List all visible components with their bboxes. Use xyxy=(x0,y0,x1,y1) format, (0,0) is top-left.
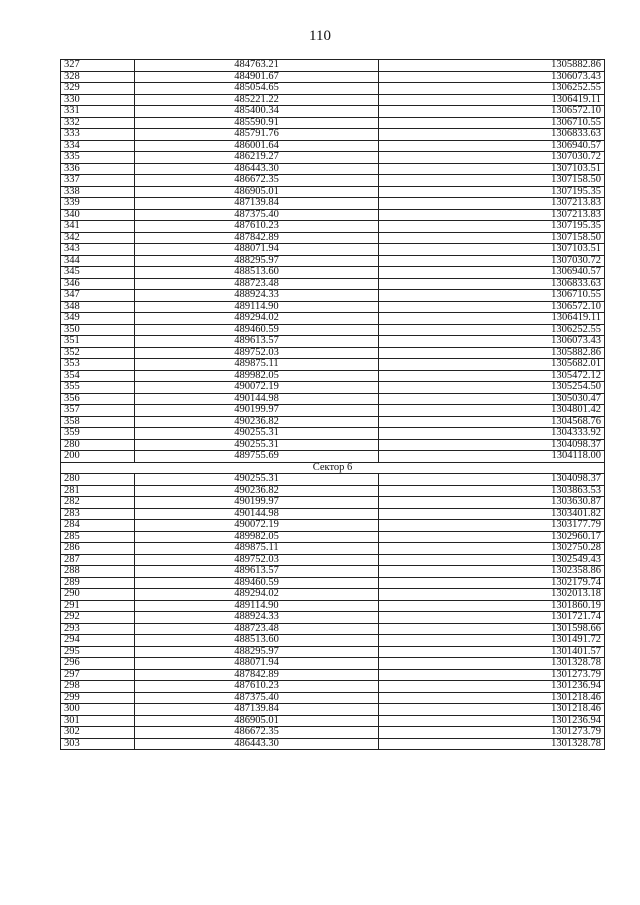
table-row xyxy=(61,278,605,290)
point-number-cell: 301 xyxy=(61,715,135,727)
x-coordinate-cell: 487610.23 xyxy=(135,681,379,693)
x-coordinate-cell: 485221.22 xyxy=(135,94,379,106)
y-coordinate-cell: 1306710.55 xyxy=(379,117,605,129)
sector-label: Сектор 6 xyxy=(61,462,605,474)
y-coordinate-cell: 1305254.50 xyxy=(379,382,605,394)
point-number-cell: 332 xyxy=(61,117,135,129)
table-row xyxy=(61,646,605,658)
table-row xyxy=(61,324,605,336)
point-number-cell: 357 xyxy=(61,405,135,417)
x-coordinate-cell: 490236.82 xyxy=(135,485,379,497)
y-coordinate-cell: 1307195.35 xyxy=(379,186,605,198)
table-row xyxy=(61,370,605,382)
y-coordinate-cell: 1305472.12 xyxy=(379,370,605,382)
table-row xyxy=(61,140,605,152)
point-number-cell: 282 xyxy=(61,497,135,509)
y-coordinate-cell: 1306252.55 xyxy=(379,324,605,336)
point-number-cell: 340 xyxy=(61,209,135,221)
table-row xyxy=(61,428,605,440)
point-number-cell: 289 xyxy=(61,577,135,589)
x-coordinate-cell: 485400.34 xyxy=(135,106,379,118)
point-number-cell: 280 xyxy=(61,474,135,486)
table-row xyxy=(61,221,605,233)
y-coordinate-cell: 1303401.82 xyxy=(379,508,605,520)
table-row xyxy=(61,267,605,279)
point-number-cell: 338 xyxy=(61,186,135,198)
sector-header-row xyxy=(61,462,605,474)
point-number-cell: 344 xyxy=(61,255,135,267)
y-coordinate-cell: 1304118.00 xyxy=(379,451,605,463)
point-number-cell: 200 xyxy=(61,451,135,463)
point-number-cell: 329 xyxy=(61,83,135,95)
y-coordinate-cell: 1301328.78 xyxy=(379,738,605,750)
point-number-cell: 287 xyxy=(61,554,135,566)
x-coordinate-cell: 490255.31 xyxy=(135,428,379,440)
point-number-cell: 298 xyxy=(61,681,135,693)
y-coordinate-cell: 1305682.01 xyxy=(379,359,605,371)
x-coordinate-cell: 488924.33 xyxy=(135,612,379,624)
table-row xyxy=(61,405,605,417)
point-number-cell: 333 xyxy=(61,129,135,141)
y-coordinate-cell: 1306833.63 xyxy=(379,129,605,141)
y-coordinate-cell: 1307195.35 xyxy=(379,221,605,233)
table-row xyxy=(61,681,605,693)
x-coordinate-cell: 489114.90 xyxy=(135,301,379,313)
y-coordinate-cell: 1301236.94 xyxy=(379,681,605,693)
table-row xyxy=(61,198,605,210)
table-row xyxy=(61,129,605,141)
x-coordinate-cell: 488071.94 xyxy=(135,658,379,670)
x-coordinate-cell: 486219.27 xyxy=(135,152,379,164)
x-coordinate-cell: 488071.94 xyxy=(135,244,379,256)
x-coordinate-cell: 489613.57 xyxy=(135,336,379,348)
table-row xyxy=(61,94,605,106)
point-number-cell: 293 xyxy=(61,623,135,635)
point-number-cell: 303 xyxy=(61,738,135,750)
table-row xyxy=(61,497,605,509)
y-coordinate-cell: 1302960.17 xyxy=(379,531,605,543)
point-number-cell: 296 xyxy=(61,658,135,670)
x-coordinate-cell: 488723.48 xyxy=(135,623,379,635)
y-coordinate-cell: 1307030.72 xyxy=(379,255,605,267)
x-coordinate-cell: 489752.03 xyxy=(135,554,379,566)
x-coordinate-cell: 489294.02 xyxy=(135,589,379,601)
page-number: 110 xyxy=(309,28,331,44)
point-number-cell: 285 xyxy=(61,531,135,543)
table-row xyxy=(61,715,605,727)
x-coordinate-cell: 487842.89 xyxy=(135,232,379,244)
y-coordinate-cell: 1301328.78 xyxy=(379,658,605,670)
point-number-cell: 290 xyxy=(61,589,135,601)
y-coordinate-cell: 1306252.55 xyxy=(379,83,605,95)
y-coordinate-cell: 1304333.92 xyxy=(379,428,605,440)
x-coordinate-cell: 488513.60 xyxy=(135,635,379,647)
x-coordinate-cell: 487375.40 xyxy=(135,692,379,704)
point-number-cell: 343 xyxy=(61,244,135,256)
table-row xyxy=(61,635,605,647)
point-number-cell: 358 xyxy=(61,416,135,428)
x-coordinate-cell: 484763.21 xyxy=(135,60,379,72)
x-coordinate-cell: 489875.11 xyxy=(135,543,379,555)
y-coordinate-cell: 1305882.86 xyxy=(379,347,605,359)
table-row xyxy=(61,704,605,716)
table-row xyxy=(61,152,605,164)
y-coordinate-cell: 1303630.87 xyxy=(379,497,605,509)
table-row xyxy=(61,543,605,555)
y-coordinate-cell: 1304098.37 xyxy=(379,474,605,486)
x-coordinate-cell: 489875.11 xyxy=(135,359,379,371)
table-row xyxy=(61,83,605,95)
table-row xyxy=(61,244,605,256)
point-number-cell: 331 xyxy=(61,106,135,118)
point-number-cell: 284 xyxy=(61,520,135,532)
y-coordinate-cell: 1303863.53 xyxy=(379,485,605,497)
table-row xyxy=(61,612,605,624)
table-row xyxy=(61,313,605,325)
x-coordinate-cell: 490072.19 xyxy=(135,520,379,532)
table-row xyxy=(61,106,605,118)
x-coordinate-cell: 490255.31 xyxy=(135,474,379,486)
x-coordinate-cell: 489752.03 xyxy=(135,347,379,359)
coordinates-table xyxy=(60,59,605,750)
point-number-cell: 295 xyxy=(61,646,135,658)
table-row xyxy=(61,508,605,520)
point-number-cell: 328 xyxy=(61,71,135,83)
point-number-cell: 286 xyxy=(61,543,135,555)
x-coordinate-cell: 490255.31 xyxy=(135,439,379,451)
y-coordinate-cell: 1301218.46 xyxy=(379,692,605,704)
point-number-cell: 288 xyxy=(61,566,135,578)
x-coordinate-cell: 485590.91 xyxy=(135,117,379,129)
point-number-cell: 294 xyxy=(61,635,135,647)
x-coordinate-cell: 490144.98 xyxy=(135,508,379,520)
x-coordinate-cell: 488295.97 xyxy=(135,255,379,267)
table-row xyxy=(61,71,605,83)
table-row xyxy=(61,451,605,463)
y-coordinate-cell: 1303177.79 xyxy=(379,520,605,532)
point-number-cell: 280 xyxy=(61,439,135,451)
y-coordinate-cell: 1305882.86 xyxy=(379,60,605,72)
y-coordinate-cell: 1301598.66 xyxy=(379,623,605,635)
point-number-cell: 349 xyxy=(61,313,135,325)
x-coordinate-cell: 487139.84 xyxy=(135,704,379,716)
point-number-cell: 297 xyxy=(61,669,135,681)
point-number-cell: 359 xyxy=(61,428,135,440)
x-coordinate-cell: 489460.59 xyxy=(135,577,379,589)
y-coordinate-cell: 1304098.37 xyxy=(379,439,605,451)
x-coordinate-cell: 486443.30 xyxy=(135,738,379,750)
y-coordinate-cell: 1301273.79 xyxy=(379,727,605,739)
x-coordinate-cell: 486905.01 xyxy=(135,715,379,727)
point-number-cell: 336 xyxy=(61,163,135,175)
x-coordinate-cell: 490199.97 xyxy=(135,497,379,509)
x-coordinate-cell: 486001.64 xyxy=(135,140,379,152)
y-coordinate-cell: 1301491.72 xyxy=(379,635,605,647)
table-row xyxy=(61,175,605,187)
point-number-cell: 291 xyxy=(61,600,135,612)
x-coordinate-cell: 489114.90 xyxy=(135,600,379,612)
x-coordinate-cell: 486672.35 xyxy=(135,175,379,187)
y-coordinate-cell: 1302013.18 xyxy=(379,589,605,601)
point-number-cell: 354 xyxy=(61,370,135,382)
x-coordinate-cell: 490144.98 xyxy=(135,393,379,405)
y-coordinate-cell: 1307103.51 xyxy=(379,163,605,175)
table-row xyxy=(61,600,605,612)
y-coordinate-cell: 1307103.51 xyxy=(379,244,605,256)
x-coordinate-cell: 490072.19 xyxy=(135,382,379,394)
point-number-cell: 346 xyxy=(61,278,135,290)
table-row xyxy=(61,359,605,371)
table-row xyxy=(61,347,605,359)
table-row xyxy=(61,692,605,704)
y-coordinate-cell: 1302179.74 xyxy=(379,577,605,589)
x-coordinate-cell: 488924.33 xyxy=(135,290,379,302)
point-number-cell: 330 xyxy=(61,94,135,106)
x-coordinate-cell: 487610.23 xyxy=(135,221,379,233)
table-row xyxy=(61,60,605,72)
table-row xyxy=(61,163,605,175)
table-row xyxy=(61,577,605,589)
point-number-cell: 350 xyxy=(61,324,135,336)
y-coordinate-cell: 1302358.86 xyxy=(379,566,605,578)
table-row xyxy=(61,255,605,267)
point-number-cell: 300 xyxy=(61,704,135,716)
y-coordinate-cell: 1302549.43 xyxy=(379,554,605,566)
x-coordinate-cell: 488295.97 xyxy=(135,646,379,658)
y-coordinate-cell: 1306419.11 xyxy=(379,94,605,106)
point-number-cell: 341 xyxy=(61,221,135,233)
y-coordinate-cell: 1306940.57 xyxy=(379,140,605,152)
y-coordinate-cell: 1301218.46 xyxy=(379,704,605,716)
point-number-cell: 292 xyxy=(61,612,135,624)
table-row xyxy=(61,336,605,348)
table-row xyxy=(61,393,605,405)
y-coordinate-cell: 1307213.83 xyxy=(379,209,605,221)
point-number-cell: 299 xyxy=(61,692,135,704)
table-row xyxy=(61,232,605,244)
x-coordinate-cell: 486443.30 xyxy=(135,163,379,175)
y-coordinate-cell: 1307030.72 xyxy=(379,152,605,164)
x-coordinate-cell: 488723.48 xyxy=(135,278,379,290)
y-coordinate-cell: 1302750.28 xyxy=(379,543,605,555)
point-number-cell: 339 xyxy=(61,198,135,210)
x-coordinate-cell: 489982.05 xyxy=(135,531,379,543)
x-coordinate-cell: 489613.57 xyxy=(135,566,379,578)
table-row xyxy=(61,209,605,221)
y-coordinate-cell: 1305030.47 xyxy=(379,393,605,405)
point-number-cell: 347 xyxy=(61,290,135,302)
table-row xyxy=(61,485,605,497)
x-coordinate-cell: 485791.76 xyxy=(135,129,379,141)
x-coordinate-cell: 486672.35 xyxy=(135,727,379,739)
coordinates-table-body xyxy=(61,60,605,750)
y-coordinate-cell: 1301401.57 xyxy=(379,646,605,658)
table-row xyxy=(61,290,605,302)
point-number-cell: 281 xyxy=(61,485,135,497)
y-coordinate-cell: 1301721.74 xyxy=(379,612,605,624)
table-row xyxy=(61,382,605,394)
y-coordinate-cell: 1301860.19 xyxy=(379,600,605,612)
point-number-cell: 348 xyxy=(61,301,135,313)
point-number-cell: 283 xyxy=(61,508,135,520)
table-row xyxy=(61,186,605,198)
y-coordinate-cell: 1306940.57 xyxy=(379,267,605,279)
table-row xyxy=(61,738,605,750)
x-coordinate-cell: 486905.01 xyxy=(135,186,379,198)
table-row xyxy=(61,416,605,428)
point-number-cell: 327 xyxy=(61,60,135,72)
table-row xyxy=(61,117,605,129)
table-row xyxy=(61,554,605,566)
table-row xyxy=(61,474,605,486)
x-coordinate-cell: 487139.84 xyxy=(135,198,379,210)
x-coordinate-cell: 487842.89 xyxy=(135,669,379,681)
y-coordinate-cell: 1304801.42 xyxy=(379,405,605,417)
y-coordinate-cell: 1307213.83 xyxy=(379,198,605,210)
y-coordinate-cell: 1301236.94 xyxy=(379,715,605,727)
y-coordinate-cell: 1307158.50 xyxy=(379,175,605,187)
point-number-cell: 345 xyxy=(61,267,135,279)
y-coordinate-cell: 1306710.55 xyxy=(379,290,605,302)
x-coordinate-cell: 489294.02 xyxy=(135,313,379,325)
point-number-cell: 352 xyxy=(61,347,135,359)
y-coordinate-cell: 1306833.63 xyxy=(379,278,605,290)
point-number-cell: 335 xyxy=(61,152,135,164)
y-coordinate-cell: 1306419.11 xyxy=(379,313,605,325)
table-row xyxy=(61,531,605,543)
x-coordinate-cell: 489755.69 xyxy=(135,451,379,463)
y-coordinate-cell: 1307158.50 xyxy=(379,232,605,244)
x-coordinate-cell: 484901.67 xyxy=(135,71,379,83)
table-row xyxy=(61,669,605,681)
table-row xyxy=(61,589,605,601)
y-coordinate-cell: 1304568.76 xyxy=(379,416,605,428)
table-row xyxy=(61,566,605,578)
x-coordinate-cell: 489982.05 xyxy=(135,370,379,382)
y-coordinate-cell: 1301273.79 xyxy=(379,669,605,681)
x-coordinate-cell: 489460.59 xyxy=(135,324,379,336)
x-coordinate-cell: 487375.40 xyxy=(135,209,379,221)
table-row xyxy=(61,520,605,532)
y-coordinate-cell: 1306073.43 xyxy=(379,336,605,348)
y-coordinate-cell: 1306572.10 xyxy=(379,106,605,118)
point-number-cell: 337 xyxy=(61,175,135,187)
x-coordinate-cell: 488513.60 xyxy=(135,267,379,279)
x-coordinate-cell: 485054.65 xyxy=(135,83,379,95)
table-row xyxy=(61,727,605,739)
x-coordinate-cell: 490199.97 xyxy=(135,405,379,417)
table-row xyxy=(61,439,605,451)
x-coordinate-cell: 490236.82 xyxy=(135,416,379,428)
y-coordinate-cell: 1306572.10 xyxy=(379,301,605,313)
point-number-cell: 355 xyxy=(61,382,135,394)
point-number-cell: 351 xyxy=(61,336,135,348)
point-number-cell: 342 xyxy=(61,232,135,244)
point-number-cell: 353 xyxy=(61,359,135,371)
table-row xyxy=(61,658,605,670)
table-row xyxy=(61,623,605,635)
point-number-cell: 302 xyxy=(61,727,135,739)
point-number-cell: 334 xyxy=(61,140,135,152)
point-number-cell: 356 xyxy=(61,393,135,405)
y-coordinate-cell: 1306073.43 xyxy=(379,71,605,83)
table-row xyxy=(61,301,605,313)
